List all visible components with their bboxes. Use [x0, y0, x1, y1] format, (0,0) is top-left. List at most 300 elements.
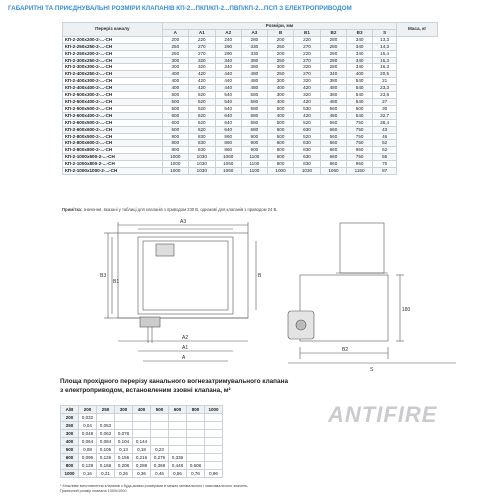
area-row: [61, 470, 223, 478]
cell: 1000: [162, 168, 188, 175]
cell: 640: [215, 119, 241, 126]
area-cell: 0,128: [79, 462, 97, 470]
area-cell: [205, 422, 223, 430]
cell: 540: [347, 112, 373, 119]
cell: 300: [267, 92, 293, 99]
area-cell: [205, 462, 223, 470]
cell: 330: [241, 50, 267, 57]
cell: 280: [320, 43, 346, 50]
cell: 800: [267, 161, 293, 168]
cell: 15,3: [373, 57, 397, 64]
area-cell: 0,21: [97, 470, 115, 478]
area-cell: 0,276: [151, 454, 169, 462]
cell: 43: [373, 126, 397, 133]
cell: 340: [320, 71, 346, 78]
row-name: КП-2-200х200-2-...-СН: [63, 36, 163, 43]
cell: 200: [267, 36, 293, 43]
cell: 240: [215, 36, 241, 43]
cell: 500: [267, 133, 293, 140]
area-cell: [115, 422, 133, 430]
area-cell: 0,064: [79, 438, 97, 446]
col-mass: Маса, кг: [397, 23, 438, 37]
area-col: 1000: [205, 406, 223, 414]
cell: 200: [162, 36, 188, 43]
cell: 680: [241, 119, 267, 126]
area-cell: [169, 446, 187, 454]
table-row: [63, 147, 438, 154]
cell: 62: [373, 147, 397, 154]
cell: 280: [320, 64, 346, 71]
cell: 1000: [162, 154, 188, 161]
cell: 270: [189, 43, 215, 50]
cell: 1060: [320, 168, 346, 175]
cell: 23,8: [373, 92, 397, 99]
area-cell: 0,104: [115, 438, 133, 446]
area-cell: [133, 422, 151, 430]
label-180: 180: [402, 307, 411, 313]
table-row: [63, 119, 438, 126]
area-corner: А/В: [61, 406, 79, 414]
area-cell: 0,36: [133, 470, 151, 478]
row-name: КП-2-300х250-2-...-СН: [63, 57, 163, 64]
cell: 400: [162, 78, 188, 85]
label-b3: B3: [100, 273, 107, 279]
cell: 320: [189, 64, 215, 71]
cell: 1100: [241, 168, 267, 175]
area-cell: [205, 414, 223, 422]
cell: 280: [320, 50, 346, 57]
area-row: [61, 422, 223, 430]
cell: 860: [320, 147, 346, 154]
cell: 1100: [241, 161, 267, 168]
area-cell: 0,336: [169, 454, 187, 462]
area-cell: [133, 430, 151, 438]
row-name: КП-2-800х800-2-...-СН: [63, 147, 163, 154]
row-name: КП-2-1000х1000-2-...-СН: [63, 168, 163, 175]
area-row: [61, 446, 223, 454]
side-top: [340, 223, 384, 273]
cell: 540: [347, 78, 373, 85]
area-cell: [151, 438, 169, 446]
area-cell: 0,168: [97, 462, 115, 470]
label-a2: A2: [182, 335, 189, 341]
cell: 300: [267, 78, 293, 85]
cell: 320: [294, 92, 320, 99]
cell: 13,3: [373, 36, 397, 43]
cell: 300: [267, 64, 293, 71]
area-cell: [187, 454, 205, 462]
cell: 400: [267, 112, 293, 119]
cell: 860: [215, 133, 241, 140]
cell: 620: [189, 119, 215, 126]
area-cell: 0,053: [97, 422, 115, 430]
cell: 860: [215, 140, 241, 147]
cell: 600: [347, 105, 373, 112]
table-row: [63, 161, 438, 168]
row-name: КП-2-250х250-2-...-СН: [63, 43, 163, 50]
cell: 1000: [162, 161, 188, 168]
area-cell: [169, 430, 187, 438]
area-col: 300: [115, 406, 133, 414]
cell: 380: [320, 92, 346, 99]
cell: 30: [373, 105, 397, 112]
area-cell: 0,608: [187, 462, 205, 470]
cell: 580: [241, 92, 267, 99]
table-row: [63, 133, 438, 140]
cell: 640: [215, 112, 241, 119]
area-cell: [205, 438, 223, 446]
cell: 750: [347, 126, 373, 133]
cell: 830: [189, 147, 215, 154]
cell: 320: [294, 64, 320, 71]
area-cell: 0,368: [151, 462, 169, 470]
cell: 87: [373, 168, 397, 175]
table-row: [63, 85, 438, 92]
cell: 290: [215, 50, 241, 57]
front-inner: [138, 237, 233, 314]
area-cell: 0,288: [133, 462, 151, 470]
cell: 250: [267, 57, 293, 64]
cell: 300: [162, 64, 188, 71]
cell: 220: [294, 36, 320, 43]
area-cell: 0,04: [79, 422, 97, 430]
area-table: [60, 405, 223, 478]
area-col: 250: [97, 406, 115, 414]
area-cell: 0,032: [79, 414, 97, 422]
cell: 830: [294, 161, 320, 168]
area-cell: [187, 414, 205, 422]
cell: 1100: [241, 154, 267, 161]
area-cell: 0,063: [97, 430, 115, 438]
table-row: [63, 92, 438, 99]
cell: 520: [294, 119, 320, 126]
cell: 830: [189, 140, 215, 147]
area-cell: 0,048: [79, 430, 97, 438]
cell: 420: [294, 112, 320, 119]
area-cell: [169, 422, 187, 430]
area-row-head: 200: [61, 414, 79, 422]
cell: 520: [294, 133, 320, 140]
area-cell: [205, 446, 223, 454]
area-col: 600: [169, 406, 187, 414]
label-b1: B1: [113, 279, 120, 285]
cell: 860: [320, 161, 346, 168]
cell: 1150: [347, 168, 373, 175]
row-name: КП-2-300х300-2-...-СН: [63, 64, 163, 71]
cell: 750: [347, 119, 373, 126]
cell: 600: [162, 126, 188, 133]
cell: 500: [162, 98, 188, 105]
area-cell: 0,448: [169, 462, 187, 470]
cell: 250: [267, 71, 293, 78]
area-cell: [187, 438, 205, 446]
area-cell: [151, 422, 169, 430]
cell: 270: [189, 50, 215, 57]
cell: 290: [215, 43, 241, 50]
cell: 340: [347, 57, 373, 64]
area-row-head: 800: [61, 462, 79, 470]
cell: 530: [294, 105, 320, 112]
cell: 330: [241, 43, 267, 50]
table-row: [63, 105, 438, 112]
cell: 900: [241, 147, 267, 154]
col-4: В: [267, 29, 293, 36]
area-cell: 0,096: [79, 454, 97, 462]
table-row: [63, 112, 438, 119]
area-cell: 0,23: [151, 446, 169, 454]
row-name: КП-2-400х400-2-...-СН: [63, 85, 163, 92]
area-col: 400: [133, 406, 151, 414]
col-2: А2: [215, 29, 241, 36]
cell: 75: [373, 161, 397, 168]
label-a: A: [182, 355, 186, 361]
area-cell: 0,26: [115, 470, 133, 478]
area-table-note: * Можливе виготовлення клапанів з будь-якими розмірами в межах мінімального і максимального значень. Граничний розмір клапана 1000х1000.: [60, 484, 249, 493]
cell: 1060: [215, 154, 241, 161]
cell: 750: [347, 140, 373, 147]
cell: 600: [267, 154, 293, 161]
row-name: КП-2-600х500-2-...-СН: [63, 119, 163, 126]
cell: 46: [373, 133, 397, 140]
cell: 480: [241, 78, 267, 85]
area-row: [61, 438, 223, 446]
cell: 640: [215, 126, 241, 133]
cell: 320: [294, 78, 320, 85]
area-cell: [187, 430, 205, 438]
area-cell: 0,156: [115, 454, 133, 462]
area-row: [61, 414, 223, 422]
area-cell: [151, 414, 169, 422]
cell: 27: [373, 98, 397, 105]
table-row: [63, 57, 438, 64]
cell: 480: [320, 98, 346, 105]
area-cell: [169, 438, 187, 446]
cell: 340: [215, 57, 241, 64]
area-col: 200: [79, 406, 97, 414]
cell: 860: [215, 147, 241, 154]
row-name: КП-2-400х250-2-...-СН: [63, 71, 163, 78]
table-row: [63, 140, 438, 147]
cell: 400: [267, 85, 293, 92]
cell: 580: [241, 105, 267, 112]
cell: 270: [294, 71, 320, 78]
area-cell: [205, 430, 223, 438]
cell: 750: [347, 154, 373, 161]
area-cell: 0,208: [115, 462, 133, 470]
cell: 380: [241, 64, 267, 71]
cell: 540: [347, 85, 373, 92]
cell: 950: [347, 147, 373, 154]
cell: 20,5: [373, 71, 397, 78]
cell: 32,7: [373, 112, 397, 119]
front-outer: [118, 233, 248, 318]
cell: 600: [267, 140, 293, 147]
cell: 220: [189, 36, 215, 43]
cell: 800: [162, 147, 188, 154]
table-row: [63, 43, 438, 50]
area-col: 500: [151, 406, 169, 414]
row-name: КП-2-600х400-2-...-СН: [63, 112, 163, 119]
row-name: КП-2-600х600-2-...-СН: [63, 126, 163, 133]
table-row: [63, 168, 438, 175]
area-cell: 0,126: [97, 454, 115, 462]
row-name: КП-2-500х500-2-...-СН: [63, 105, 163, 112]
col-5: В1: [294, 29, 320, 36]
cell: 1030: [294, 168, 320, 175]
damper-drawing: [0, 213, 500, 378]
label-b2: B2: [342, 347, 349, 353]
row-name: КП-2-500х400-2-...-СН: [63, 98, 163, 105]
cell: 1060: [215, 161, 241, 168]
cell: 630: [294, 140, 320, 147]
cell: 630: [294, 154, 320, 161]
cell: 420: [294, 98, 320, 105]
cell: 270: [294, 43, 320, 50]
cell: 660: [320, 154, 346, 161]
cell: 560: [320, 105, 346, 112]
cell: 620: [189, 126, 215, 133]
cell: 540: [215, 105, 241, 112]
label-b: B: [258, 273, 262, 279]
cell: 580: [241, 98, 267, 105]
cell: 1060: [215, 168, 241, 175]
cell: 560: [320, 119, 346, 126]
col-1: А1: [189, 29, 215, 36]
row-name: КП-2-1000х800-2-...-СН: [63, 161, 163, 168]
cell: 300: [162, 57, 188, 64]
area-table-header: [61, 406, 223, 414]
cell: 500: [162, 105, 188, 112]
cell: 480: [320, 85, 346, 92]
table-row: [63, 64, 438, 71]
area-cell: [187, 422, 205, 430]
cell: 540: [215, 98, 241, 105]
cell: 340: [347, 43, 373, 50]
cell: 800: [162, 140, 188, 147]
note-text: значення, вказані у таблиці для клапанів з приводом 230 В, однакові для клапанів з приводом 24 В.: [82, 207, 278, 212]
antifire-logo: ANTIFIRE: [328, 402, 438, 427]
cell: 23,3: [373, 85, 397, 92]
area-row-head: 500: [61, 446, 79, 454]
row-name: КП-2-400х300-2-...-СН: [63, 78, 163, 85]
cell: 800: [162, 133, 188, 140]
row-name: КП-2-500х300-2-...-СН: [63, 92, 163, 99]
area-row-head: 300: [61, 430, 79, 438]
area-cell: 0,18: [133, 446, 151, 454]
cell: 500: [267, 105, 293, 112]
area-cell: 0,144: [133, 438, 151, 446]
cell: 1000: [267, 168, 293, 175]
cell: 250: [267, 43, 293, 50]
cell: 680: [241, 126, 267, 133]
row-name: КП-2-800х600-2-...-СН: [63, 140, 163, 147]
cell: 270: [294, 57, 320, 64]
terminal-box: [140, 317, 160, 327]
cell: 420: [189, 78, 215, 85]
col-section: Переріз каналу: [63, 23, 163, 37]
actuator-front: [156, 244, 174, 256]
table-note: [62, 207, 277, 212]
cell: 340: [347, 36, 373, 43]
col-3: А3: [241, 29, 267, 36]
cell: 380: [241, 57, 267, 64]
area-row: [61, 430, 223, 438]
cell: 250: [162, 50, 188, 57]
area-table-title: Площа прохідного перерізу канального вогнезатримувального клапана з електроприводом, встановленим ззовні клапана, м²: [60, 378, 289, 394]
cell: 440: [215, 78, 241, 85]
cell: 540: [347, 92, 373, 99]
cell: 620: [189, 112, 215, 119]
dimensions-table: [62, 22, 438, 175]
cell: 220: [294, 50, 320, 57]
cell: 280: [320, 57, 346, 64]
cell: 250: [162, 43, 188, 50]
area-row-head: 400: [61, 438, 79, 446]
cell: 630: [294, 126, 320, 133]
cell: 65: [373, 154, 397, 161]
cell: 320: [189, 57, 215, 64]
cell: 400: [347, 71, 373, 78]
cell: 540: [215, 92, 241, 99]
cell: 500: [162, 92, 188, 99]
note-label: Примітка:: [62, 207, 83, 212]
area-cell: 0,96: [205, 470, 223, 478]
cell: 1030: [189, 161, 215, 168]
cell: 600: [267, 126, 293, 133]
cell: 830: [294, 147, 320, 154]
cell: 14,3: [373, 43, 397, 50]
col-sizes: Розміри, мм: [162, 23, 397, 30]
area-cell: [169, 414, 187, 422]
cell: 52: [373, 140, 397, 147]
cell: 340: [215, 64, 241, 71]
cell: 420: [189, 85, 215, 92]
table-row: [63, 71, 438, 78]
table-row: [63, 78, 438, 85]
cell: 750: [347, 133, 373, 140]
cell: 520: [189, 105, 215, 112]
area-cell: [205, 454, 223, 462]
cell: 280: [320, 36, 346, 43]
label-a3: A3: [180, 219, 187, 225]
cell: 900: [241, 140, 267, 147]
cell: 830: [189, 133, 215, 140]
area-cell: 0,46: [151, 470, 169, 478]
cell: 340: [347, 64, 373, 71]
cell: 660: [320, 140, 346, 147]
area-row: [61, 454, 223, 462]
row-name: КП-2-800х500-2-...-СН: [63, 133, 163, 140]
table-row: [63, 98, 438, 105]
area-cell: [97, 414, 115, 422]
area-cell: 0,216: [133, 454, 151, 462]
cell: 16,3: [373, 64, 397, 71]
row-name: КП-2-1000х600-2-...-СН: [63, 154, 163, 161]
cell: 1030: [189, 154, 215, 161]
cell: 680: [241, 112, 267, 119]
cell: 420: [189, 71, 215, 78]
cell: 660: [320, 126, 346, 133]
cell: 520: [189, 92, 215, 99]
cell: 280: [241, 36, 267, 43]
table-row: [63, 126, 438, 133]
area-row-head: 250: [61, 422, 79, 430]
cell: 950: [347, 161, 373, 168]
area-cell: [133, 414, 151, 422]
cell: 380: [320, 78, 346, 85]
cell: 480: [241, 71, 267, 78]
area-cell: 0,08: [79, 446, 97, 454]
